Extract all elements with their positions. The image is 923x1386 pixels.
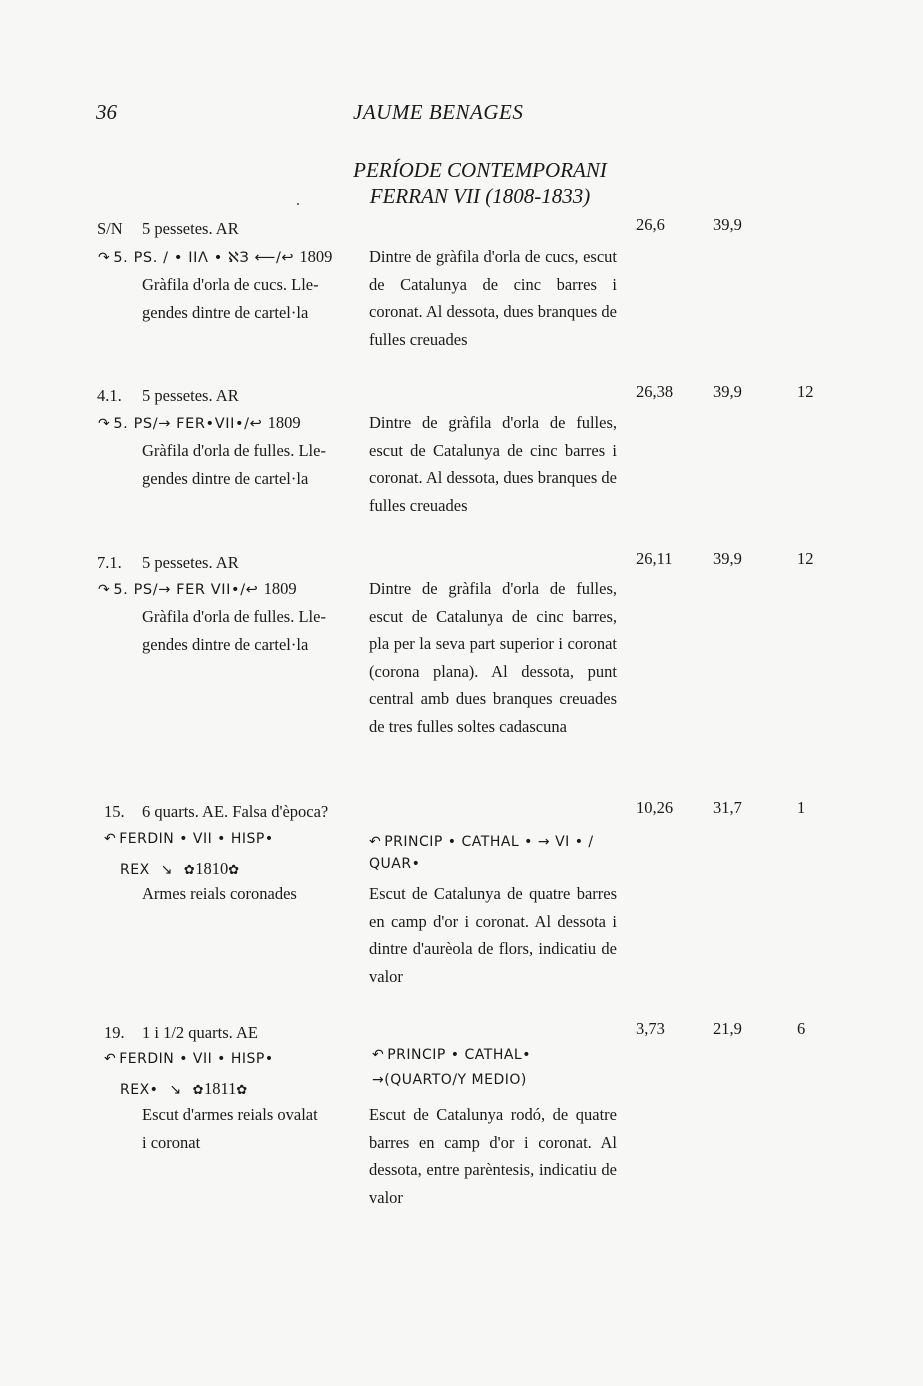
page-number: 36 bbox=[96, 100, 117, 124]
obverse-legend: REX ↘ ✿1810✿ bbox=[120, 859, 240, 878]
entry-id: 7.1. bbox=[97, 553, 122, 572]
obverse-description: gendes dintre de cartel·la bbox=[142, 469, 309, 488]
arrow-icon: ↘ bbox=[160, 862, 173, 878]
diameter: 39,9 bbox=[713, 549, 742, 568]
section-title: PERÍODE CONTEMPORANI bbox=[353, 158, 607, 182]
running-title: JAUME BENAGES bbox=[353, 100, 524, 124]
reverse-description: Escut de Catalunya rodó, de quatre barres en camp d'or i coronat. Al dessota, entre parèntesis, indicatiu de valor bbox=[369, 1105, 617, 1207]
count: 12 bbox=[797, 549, 814, 568]
count: 6 bbox=[797, 1019, 806, 1038]
obverse-year: 1809 bbox=[267, 413, 301, 432]
obverse-legend: ↷ 5. PS/→ FER•VII•/↩ 1809 bbox=[98, 413, 301, 432]
diameter: 21,9 bbox=[713, 1019, 742, 1038]
entry-denomination: 5 pessetes. AR bbox=[142, 553, 239, 572]
count: 1 bbox=[797, 798, 806, 817]
obverse-description: gendes dintre de cartel·la bbox=[142, 635, 309, 654]
obverse-legend: ↷ 5. PS/→ FER VII•/↩ 1809 bbox=[98, 579, 297, 598]
diameter: 31,7 bbox=[713, 798, 742, 817]
reverse-legend: ↶ PRINCIP • CATHAL • → VI • / bbox=[369, 834, 594, 850]
obverse-year: 1810 bbox=[195, 859, 229, 878]
obverse-description: Escut d'armes reials ovalat bbox=[142, 1105, 318, 1124]
entry-denomination: 5 pessetes. AR bbox=[142, 219, 239, 238]
count: 12 bbox=[797, 382, 814, 401]
reverse-description: Escut de Catalunya de quatre barres en camp d'or i coronat. Al dessota i dintre d'aurèola de flors, indicatiu de valor bbox=[369, 884, 617, 986]
entry-denomination: 1 i 1/2 quarts. AE bbox=[142, 1023, 258, 1042]
weight: 26,6 bbox=[636, 215, 665, 234]
stray-dot bbox=[297, 203, 299, 205]
weight: 3,73 bbox=[636, 1019, 665, 1038]
section-subtitle: FERRAN VII (1808-1833) bbox=[369, 184, 591, 208]
obverse-description: gendes dintre de cartel·la bbox=[142, 303, 309, 322]
curved-arrow-icon: ↶ bbox=[372, 1047, 385, 1063]
curved-arrow-icon: ↷ bbox=[98, 416, 111, 432]
weight: 26,11 bbox=[636, 549, 673, 568]
obverse-year: 1809 bbox=[299, 247, 333, 266]
reverse-legend: ↶ PRINCIP • CATHAL• bbox=[372, 1047, 531, 1063]
reverse-description: Dintre de gràfila d'orla de fulles, escut de Catalunya de cinc barres i coronat. Al dessota, dues branques de fulles creuades bbox=[369, 413, 617, 515]
obverse-legend: REX• ↘ ✿1811✿ bbox=[120, 1079, 248, 1098]
curved-arrow-icon: ↶ bbox=[104, 1051, 117, 1067]
weight: 26,38 bbox=[636, 382, 674, 401]
flower-icon: ✿ bbox=[183, 863, 196, 878]
curved-arrow-icon: ↶ bbox=[369, 834, 382, 850]
curved-arrow-icon: ↷ bbox=[98, 582, 111, 598]
arrow-icon: ↘ bbox=[169, 1082, 182, 1098]
entry-denomination: 5 pessetes. AR bbox=[142, 386, 239, 405]
flower-icon: ✿ bbox=[228, 863, 240, 878]
obverse-year: 1809 bbox=[263, 579, 297, 598]
obverse-legend: ↷ 5. PS. / • IIΛ • ℵЗ ⟵/↩ 1809 bbox=[98, 247, 333, 266]
entry-id: S/N bbox=[97, 219, 123, 238]
flower-icon: ✿ bbox=[192, 1083, 204, 1098]
reverse-description: Dintre de gràfila d'orla de fulles, escut de Catalunya de cinc barres, pla per la seva part superior i coronat (corona plana). Al dessota, punt central amb dues branques creuades de tres fulles soltes cadascuna bbox=[369, 579, 617, 736]
weight: 10,26 bbox=[636, 798, 674, 817]
curved-arrow-icon: ↷ bbox=[98, 250, 111, 266]
diameter: 39,9 bbox=[713, 382, 742, 401]
obverse-legend: ↶ FERDIN • VII • HISP• bbox=[104, 831, 274, 847]
obverse-description: Gràfila d'orla de fulles. Lle- bbox=[142, 607, 326, 626]
entry-denomination: 6 quarts. AE. Falsa d'època? bbox=[142, 802, 329, 821]
reverse-legend: →(QUARTO/Y MEDIO) bbox=[372, 1072, 527, 1088]
obverse-legend: ↶ FERDIN • VII • HISP• bbox=[104, 1051, 274, 1067]
reverse-legend: QUAR• bbox=[369, 856, 421, 872]
obverse-description: Gràfila d'orla de cucs. Lle- bbox=[142, 275, 319, 294]
diameter: 39,9 bbox=[713, 215, 742, 234]
curved-arrow-icon: ↶ bbox=[104, 831, 117, 847]
obverse-description: Armes reials coronades bbox=[142, 884, 297, 903]
flower-icon: ✿ bbox=[236, 1083, 248, 1098]
entry-id: 15. bbox=[104, 802, 125, 821]
obverse-description: Gràfila d'orla de fulles. Lle- bbox=[142, 441, 326, 460]
reverse-description: Dintre de gràfila d'orla de cucs, escut de Catalunya de cinc barres i coronat. Al dessota, dues branques de fulles creuades bbox=[369, 247, 617, 349]
obverse-year: 1811 bbox=[203, 1079, 237, 1098]
obverse-description: i coronat bbox=[142, 1133, 201, 1152]
entry-id: 19. bbox=[104, 1023, 125, 1042]
entry-id: 4.1. bbox=[97, 386, 122, 405]
